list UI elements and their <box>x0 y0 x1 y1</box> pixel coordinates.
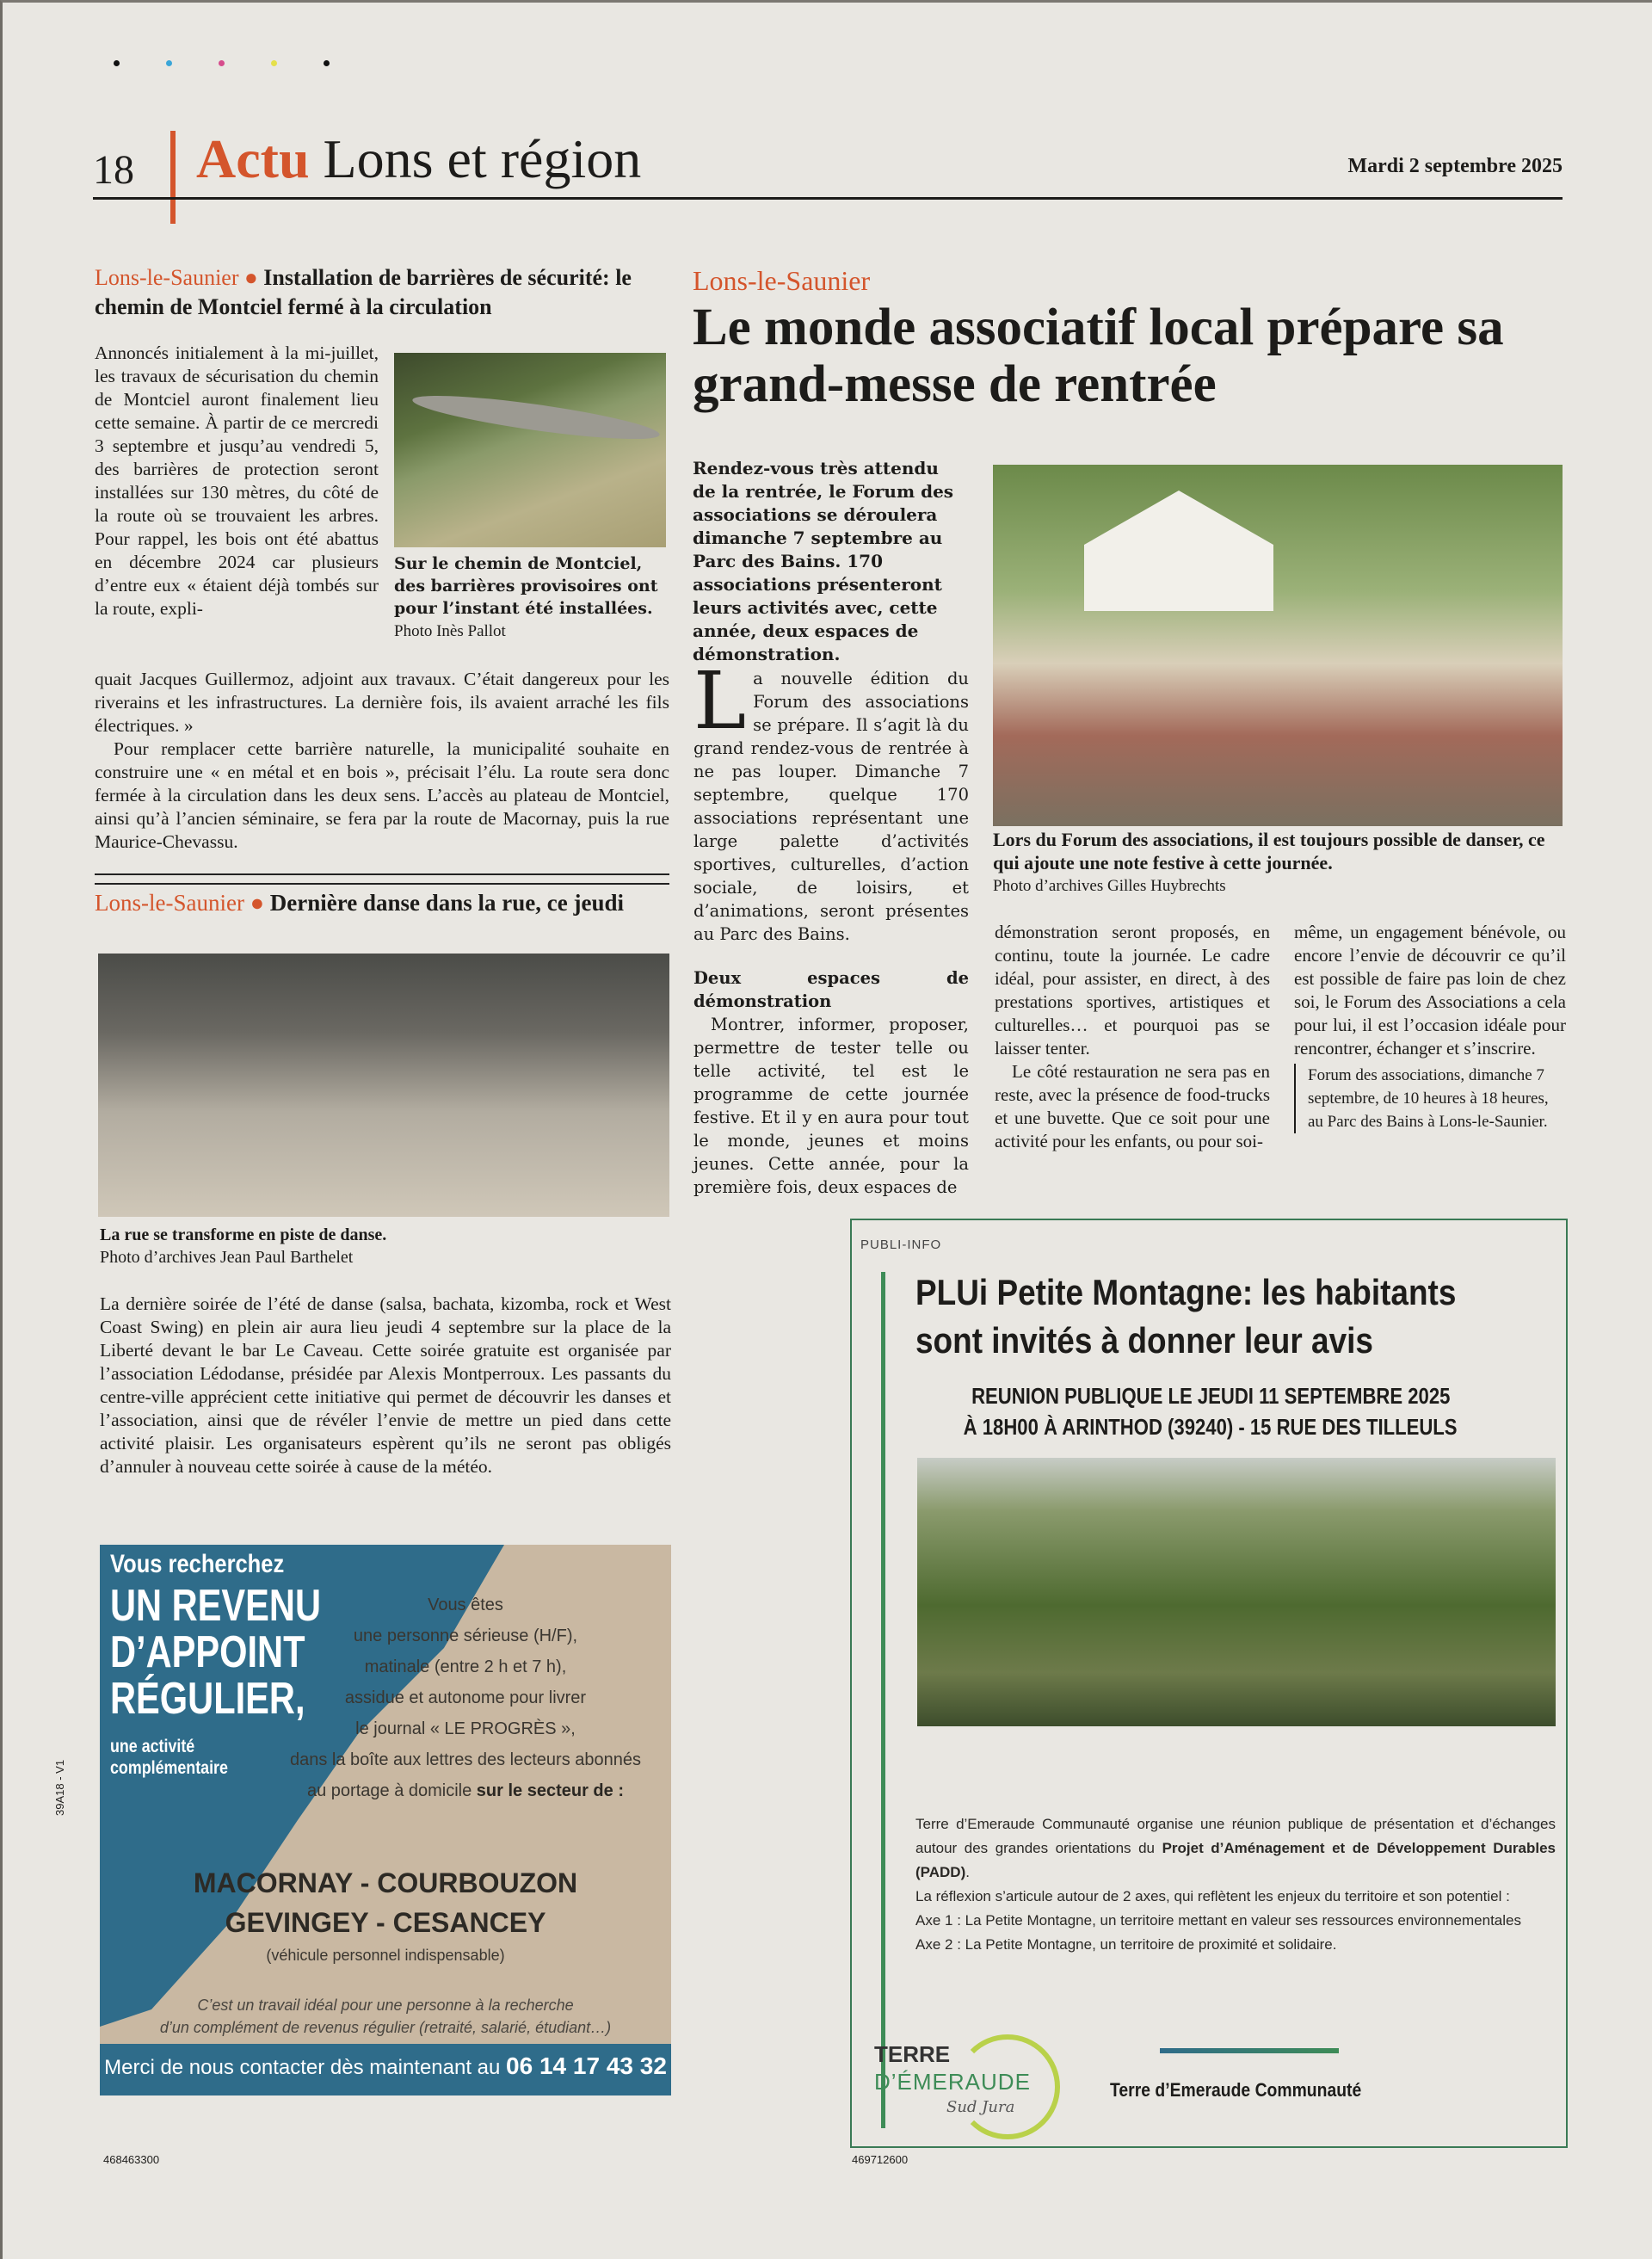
ad-line <box>263 1775 668 1806</box>
photo-credit: Photo Inès Pallot <box>394 622 506 640</box>
kicker: Lons-le-Saunier <box>95 265 239 290</box>
bullet-icon: ● <box>244 265 258 290</box>
paragraph: quait Jacques Guillermoz, adjoint aux travaux. C’était dangereux pour les riverains et les infrastructures. La dernière fois, ils avaient arraché les fils électriques. » <box>95 669 669 736</box>
page-number: 18 <box>93 147 134 193</box>
ad-line: UN REVENU <box>110 1581 322 1631</box>
text: Terre d’Emeraude Communauté organise une réunion publique de présentation et d’échanges autour des grandes orientations du <box>915 1816 1556 1856</box>
ad-line: complémentaire <box>110 1758 228 1778</box>
ad-line: Vous êtes <box>428 1595 503 1614</box>
paragraph: Pour remplacer cette barrière naturelle, la municipalité souhaite en construire une « en métal et en bois », précisait l’élu. La route sera donc fermée à la circulation dans les deux sens. L’accès au plateau de Montciel, ainsi qu’à l’ancien séminaire, se fera par la route de Macornay, puis la rue Maurice-Chevassu. <box>95 738 669 852</box>
edition-reference: 39A18 - V1 <box>53 1759 66 1816</box>
photo-forum-dance <box>993 465 1563 826</box>
registration-mark <box>219 60 225 66</box>
article-barrieres-text-col: Annoncés initialement à la mi-juillet, les travaux de sécurisation du chemin de Montciel auront finalement lieu cette semaine. À partir de ce mercredi 3 septembre et jusqu’au vendredi 5, des barrières de protection seront installées sur 130 mètres, du côté de la route où se trouvaient les arbres. Pour rappel, les bois ont été abattus en décembre 2024 car plusieurs d’entre eux « étaient déjà tombés sur la route, expli- <box>95 343 379 619</box>
article-barrieres-text-full <box>95 668 669 854</box>
publi-info-box <box>850 1219 1568 2148</box>
section-title <box>196 127 641 191</box>
meeting-details <box>852 1380 1569 1442</box>
photo-caption <box>993 828 1569 898</box>
ad-line: RÉGULIER, <box>110 1674 305 1724</box>
photo-chemin-montciel <box>394 353 666 547</box>
ad-text-bold: sur le secteur de : <box>476 1781 624 1800</box>
photo-arinthod-village <box>917 1458 1556 1726</box>
main-lead: Rendez-vous très attendu de la rentrée, le Forum des associations se déroulera dimanche 7 septembre au Parc des Bains. 170 associations présenteront leurs activités avec, cette année, deux espaces de démonstration. <box>693 458 954 664</box>
headline: Dernière danse dans la rue, ce jeudi <box>269 890 624 916</box>
paragraph: Montrer, informer, proposer, permettre de tester telle ou telle activité, tel est le programme de cette journée festive. Et il y en aura pour tout le monde, jeunes et moins jeunes. Cette année, pour la première fois, deux espaces de <box>693 1015 969 1197</box>
ad-headline-small: Vous recherchez <box>110 1550 285 1578</box>
ad-line: matinale (entre 2 h et 7 h), <box>364 1657 567 1676</box>
paragraph: Axe 1 : La Petite Montagne, un territoire mettant en valeur ses ressources environnementales <box>915 1912 1521 1929</box>
ad-towns <box>100 1863 671 1942</box>
ad-line: dans la boîte aux lettres des lecteurs abonnés <box>289 1750 642 1769</box>
ad-line: une activité <box>110 1737 195 1756</box>
meeting-date: REUNION PUBLIQUE LE JEUDI 11 SEPTEMBRE 2025 <box>971 1383 1451 1409</box>
caption-text: La rue se transforme en piste de danse. <box>100 1225 387 1244</box>
paragraph: La réflexion s’articule autour de 2 axes, qui reflètent les enjeux du territoire et son potentiel : <box>915 1888 1510 1904</box>
ad-vehicle-note: (véhicule personnel indispensable) <box>266 1947 505 1964</box>
ad-line: le journal « LE PROGRÈS », <box>355 1719 576 1738</box>
ad-line: MACORNAY - COURBOUZON <box>193 1867 578 1898</box>
ad-line: assidue et autonome pour livrer <box>344 1688 587 1707</box>
issue-date: Mardi 2 septembre 2025 <box>1347 155 1563 177</box>
ad-contact-text: Merci de nous contacter dès maintenant au <box>104 2056 501 2079</box>
organization-name: Terre d’Emeraude Communauté <box>1110 2079 1362 2101</box>
paragraph: Axe 2 : La Petite Montagne, un territoire de proximité et solidaire. <box>915 1936 1337 1953</box>
ad-line: d’un complément de revenus régulier (retraité, salarié, étudiant…) <box>159 2019 612 2036</box>
drop-cap: L <box>693 655 747 747</box>
publi-info-title <box>915 1268 1483 1365</box>
job-advertisement <box>100 1545 671 2095</box>
kicker: Lons-le-Saunier <box>95 890 244 916</box>
photo-caption <box>394 552 678 643</box>
main-body-col3 <box>1294 921 1566 1133</box>
caption-text: Sur le chemin de Montciel, des barrières provisoires ont pour l’instant été installées. <box>394 554 658 618</box>
ad-line: C’est un travail idéal pour une personne à la recherche <box>197 1997 574 2014</box>
ad-phone-number[interactable]: 06 14 17 43 32 <box>506 2052 667 2079</box>
double-rule-separator <box>95 873 669 885</box>
paragraph: même, un engagement bénévole, ou encore l’envie de découvrir ce qu’il est possible de faire pas loin de chez soi, le Forum des Associations a cela pour lui, il est l’occasion idéale pour rencontrer, échanger et s’inscrire. <box>1294 922 1566 1059</box>
title-line: sont invités à donner leur avis <box>915 1320 1373 1361</box>
registration-mark <box>114 60 120 66</box>
photo-caption <box>100 1224 676 1268</box>
subheading: Deux espaces de démonstration <box>693 968 969 1011</box>
ad-contact <box>100 2052 671 2080</box>
section-keyword: Actu <box>196 128 310 189</box>
article-danse-headline <box>95 890 680 917</box>
text: . <box>965 1864 970 1880</box>
paragraph: démonstration seront proposés, en continu, toute la journée. Le cadre idéal, pour assister, en direct, à des prestations sportives, artistiques et culturelles… et pourquoi pas se laisser tenter. <box>995 922 1270 1059</box>
section-name: Lons et région <box>323 128 642 189</box>
main-kicker: Lons-le-Saunier <box>693 265 871 296</box>
ad-text: au portage à domicile <box>307 1781 472 1800</box>
practical-info: Forum des associations, dimanche 7 septembre, de 10 heures à 18 heures, au Parc des Bains à Lons-le-Saunier. <box>1294 1064 1566 1133</box>
paragraph <box>915 1812 1556 1885</box>
title-line: PLUi Petite Montagne: les habitants <box>915 1272 1457 1312</box>
ad-line: une personne sérieuse (H/F), <box>353 1626 578 1645</box>
logo-terre: TERRE <box>874 2041 951 2067</box>
bullet-icon: ● <box>250 890 265 916</box>
photo-credit: Photo d’archives Gilles Huybrechts <box>993 877 1226 895</box>
ad-line: D’APPOINT <box>110 1627 305 1677</box>
header-rule <box>93 197 1563 200</box>
article-danse-body: La dernière soirée de l’été de danse (salsa, bachata, kizomba, rock et West Coast Swing) en plein air aura lieu jeudi 4 septembre sur la place de la Liberté devant le bar Le Caveau. Cette soirée gratuite est organisée par l’association Lédodanse, présidée par Alexis Montperroux. Les passants du centre-ville apprécient cette initiative qui permet de découvrir les danses et l’association, ainsi que de révéler l’envie de mettre un pied dans cette activité plaisir. Les organisateurs espèrent qu’ils ne seront pas obligés d’annuler à nouveau cette soirée à cause de la météo. <box>100 1293 671 1477</box>
ad-subheadline <box>110 1736 228 1779</box>
photo-credit: Photo d’archives Jean Paul Barthelet <box>100 1248 354 1267</box>
color-stripe <box>1160 2048 1339 2053</box>
registration-mark <box>271 60 277 66</box>
paragraph: Le côté restauration ne sera pas en reste, avec la présence de food-trucks et une buvette. Que ce soit pour une activité pour les enfants, ou pour soi- <box>995 1061 1270 1151</box>
main-headline: Le monde associatif local prépare sa grand-messe de rentrée <box>693 299 1504 413</box>
caption-text: Lors du Forum des associations, il est toujours possible de danser, ce qui ajoute une note festive à cette journée. <box>993 829 1545 873</box>
publi-info-body <box>915 1812 1556 1957</box>
ad-italic-note <box>117 1994 654 2039</box>
logo-sud-jura: Sud Jura <box>946 2098 1015 2116</box>
paragraph: a nouvelle édition du Forum des associations se prépare. Il s’agit là du grand rendez-vous de rentrée à ne pas louper. Dimanche 7 septembre, quelque 170 associations représentant une large palette d’activités sportives, culturelles, d’action sociale, de loisirs, et d’animations, seront présentes au Parc des Bains. <box>693 669 969 944</box>
article-barrieres-headline <box>95 263 671 322</box>
registration-mark <box>166 60 172 66</box>
registration-mark <box>324 60 330 66</box>
text-bold: Projet d’Aménagement et de Développement Durables (PADD) <box>915 1840 1556 1880</box>
ad-reference: 469712600 <box>852 2153 909 2166</box>
main-body-col1 <box>693 655 969 1199</box>
publi-info-tag: PUBLI-INFO <box>860 1238 942 1252</box>
meeting-place: À 18H00 À ARINTHOD (39240) - 15 RUE DES TILLEULS <box>964 1414 1458 1440</box>
header-accent-bar <box>170 131 176 224</box>
ad-description <box>263 1589 668 1806</box>
headline: Installation de barrières de sécurité: le chemin de Montciel fermé à la circulation <box>95 265 632 319</box>
main-body-col2 <box>995 921 1270 1153</box>
ad-reference: 468463300 <box>103 2153 160 2166</box>
ad-line: GEVINGEY - CESANCEY <box>225 1907 546 1938</box>
photo-dance-street <box>98 954 669 1217</box>
logo-emeraude: D’ÉMERAUDE <box>874 2069 1031 2095</box>
